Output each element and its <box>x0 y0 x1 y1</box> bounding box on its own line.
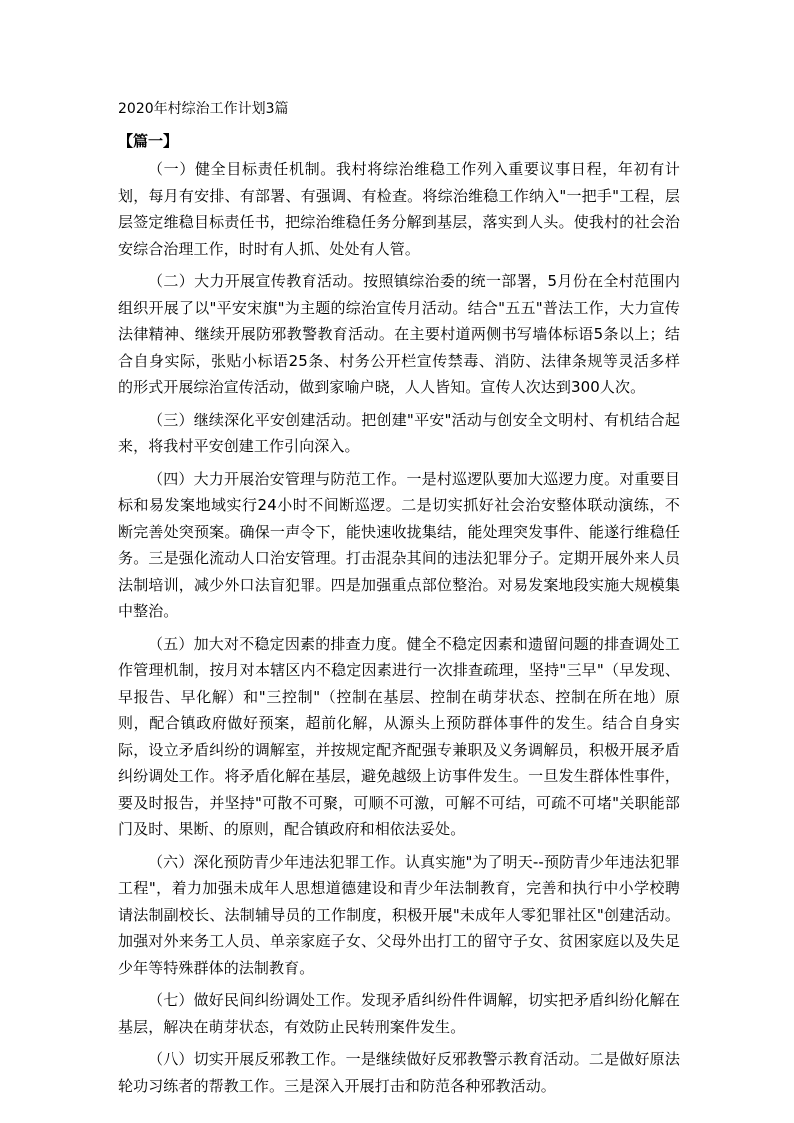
document-body <box>118 96 680 1105</box>
paragraph-5: （五）加大对不稳定因素的排查力度。健全不稳定因素和遗留问题的排查调处工作管理机制，按月对本辖区内不稳定因素进行一次排查疏理，坚持"三早"（早发现、早报告、早化解）和"三控制"（控制在基层、控制在萌芽状态、控制在所在地）原则，配合镇政府做好预案，超前化解，从源头上预防群体事件的发生。结合自身实际，设立矛盾纠纷的调解室，并按规定配齐配强专兼职及义务调解员，积极开展矛盾纠纷调处工作。将矛盾化解在基层，避免越级上访事件发生。一旦发生群体性事件，要及时报告，并坚持"可散不可聚，可顺不可激，可解不可结，可疏不可堵"关职能部门及时、果断、的原则，配合镇政府和相依法妥处。 <box>118 634 680 838</box>
paragraph-7: （七）做好民间纠纷调处工作。发现矛盾纠纷件件调解，切实把矛盾纠纷化解在基层，解决在萌芽状态，有效防止民转刑案件发生。 <box>118 991 680 1036</box>
paragraph-6: （六）深化预防青少年违法犯罪工作。认真实施"为了明天--预防青少年违法犯罪工程"，着力加强未成年人思想道德建设和青少年法制教育，完善和执行中小学校聘请法制副校长、法制辅导员的工作制度，积极开展"未成年人零犯罪社区"创建活动。加强对外来务工人员、单亲家庭子女、父母外出打工的留守子女、贫困家庭以及失足少年等特殊群体的法制教育。 <box>118 852 680 977</box>
paragraph-2: （二）大力开展宣传教育活动。按照镇综治委的统一部署，5月份在全村范围内组织开展了以"平安宋旗"为主题的综治宣传月活动。结合"五五"普法工作，大力宣传法律精神、继续开展防邪教警教育活动。在主要村道两侧书写墙体标语5条以上；结合自身实际，张贴小标语25条、村务公开栏宣传禁毒、消防、法律条规等灵活多样的形式开展综治宣传活动，做到家喻户晓，人人皆知。宣传人次达到300人次。 <box>118 272 680 396</box>
section-label: 【篇一】 <box>118 132 179 150</box>
paragraph-3: （三）继续深化平安创建活动。把创建"平安"活动与创安全文明村、有机结合起来，将我村平安创建工作引向深入。 <box>118 410 680 455</box>
paragraph-1: （一）健全目标责任机制。我村将综治维稳工作列入重要议事日程，年初有计划，每月有安排、有部署、有强调、有检查。将综治维稳工作纳入"一把手"工程，层层签定维稳目标责任书，把综治维稳任务分解到基层，落实到人头。使我村的社会治安综合治理工作，时时有人抓、处处有人管。 <box>118 160 680 258</box>
paragraph-8: （八）切实开展反邪教工作。一是继续做好反邪教警示教育活动。二是做好原法轮功习练者的帮教工作。三是深入开展打击和防范各种邪教活动。 <box>118 1050 680 1095</box>
paragraph-4: （四）大力开展治安管理与防范工作。一是村巡逻队要加大巡逻力度。对重要目标和易发案地域实行24小时不间断巡逻。二是切实抓好社会治安整体联动演练，不断完善处突预案。确保一声令下，能快速收拢集结，能处理突发事件、能遂行维稳任务。三是强化流动人口治安管理。打击混杂其间的违法犯罪分子。定期开展外来人员法制培训，减少外口法盲犯罪。四是加强重点部位整治。对易发案地段实施大规模集中整治。 <box>118 469 680 620</box>
document-title: 2020年村综治工作计划3篇 <box>118 101 289 117</box>
